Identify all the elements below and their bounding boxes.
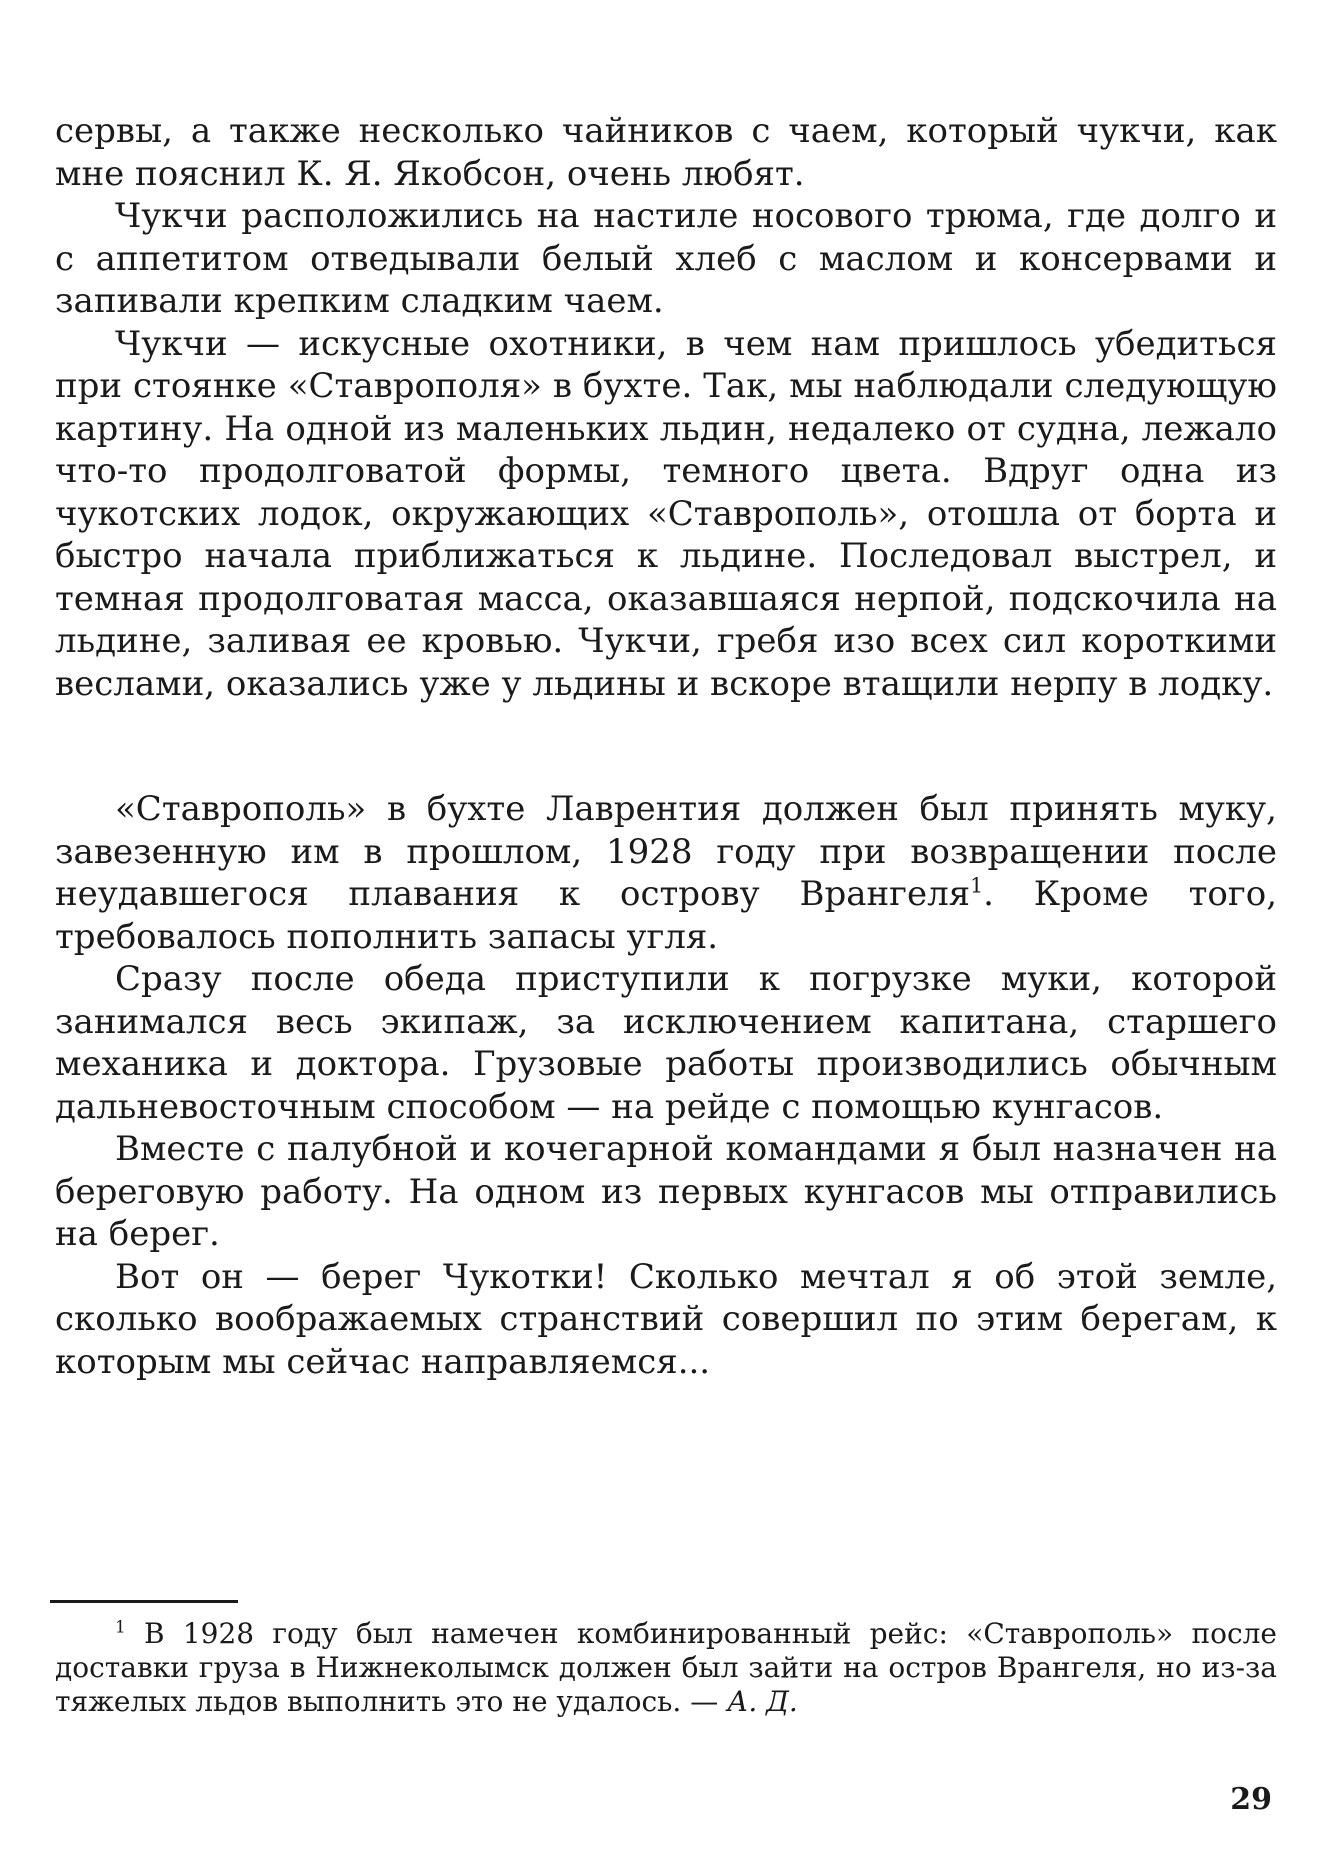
text-block-lower <box>55 788 1277 1383</box>
footnote-author: А. Д. <box>727 1685 798 1718</box>
footnote <box>55 1617 1277 1719</box>
paragraph-shore-work: Вместе с палубной и кочегарной командами я был назначен на береговую работу. На одном из первых кунгасов мы отправились на берег. <box>55 1129 1277 1254</box>
page-number: 29 <box>1230 1782 1272 1817</box>
paragraph-chukotka-shore: Вот он — берег Чукотки! Сколько мечтал я об этой земле, сколько воображаемых странствий совершил по этим берегам, к которым мы сейчас направляемся... <box>55 1256 1277 1382</box>
paragraph-chukchi-meal: Чукчи расположились на настиле носового трюма, где долго и с аппетитом отведывали белый хлеб с маслом и консервами и запивали крепким сладким чаем. <box>55 196 1277 321</box>
text-block-upper <box>55 110 1277 705</box>
footnote-mark: 1 <box>115 1616 126 1637</box>
paragraph-lavrentiya-tail: . Кроме того, требовалось пополнить запасы угля. <box>55 874 1277 957</box>
footnote-reference: 1 <box>970 873 984 898</box>
paragraph-chukchi-hunters: Чукчи — искусные охотники, в чем нам пришлось убедиться при стоянке «Ставрополя» в бухте. Так, мы наблюдали следующую картину. На одной из маленьких льдин, недалеко от судна, лежало что-то продолговатой формы, темного цвета. Вдруг одна из чукотских лодок, окружающих «Ставрополь», отошла от борта и быстро начала приближаться к льдине. Последовал выстрел, и темная продолговатая масса, оказавшаяся нерпой, подскочила на льдине, заливая ее кровью. Чукчи, гребя изо всех сил короткими веслами, оказались уже у льдины и вскоре втащили нерпу в лодку. <box>55 323 1277 704</box>
paragraph-continuation: сервы, а также несколько чайников с чаем, который чукчи, как мне пояснил К. Я. Якобсон, очень любят. <box>55 111 1277 194</box>
paragraph-lavrentiya-bay <box>55 788 1277 958</box>
paragraph-flour-loading: Сразу после обеда приступили к погрузке муки, которой занимался весь экипаж, за исключением капитана, старшего механика и доктора. Грузовые работы производились обычным дальневосточным способом — на рейде с помощью кунгасов. <box>55 959 1277 1127</box>
footnote-text: В 1928 году был намечен комбинированный рейс: «Ставрополь» после доставки груза в Нижнеколымск должен был зайти на остров Врангеля, но из-за тяжелых льдов выполнить это не удалось. — <box>55 1617 1277 1718</box>
paragraph-lavrentiya-text: «Ставрополь» в бухте Лаврентия должен был принять муку, завезенную им в прошлом, 1928 году при возвращении после неудавшегося плавания к острову Врангеля <box>55 789 1277 914</box>
footnote-divider <box>50 1600 238 1603</box>
